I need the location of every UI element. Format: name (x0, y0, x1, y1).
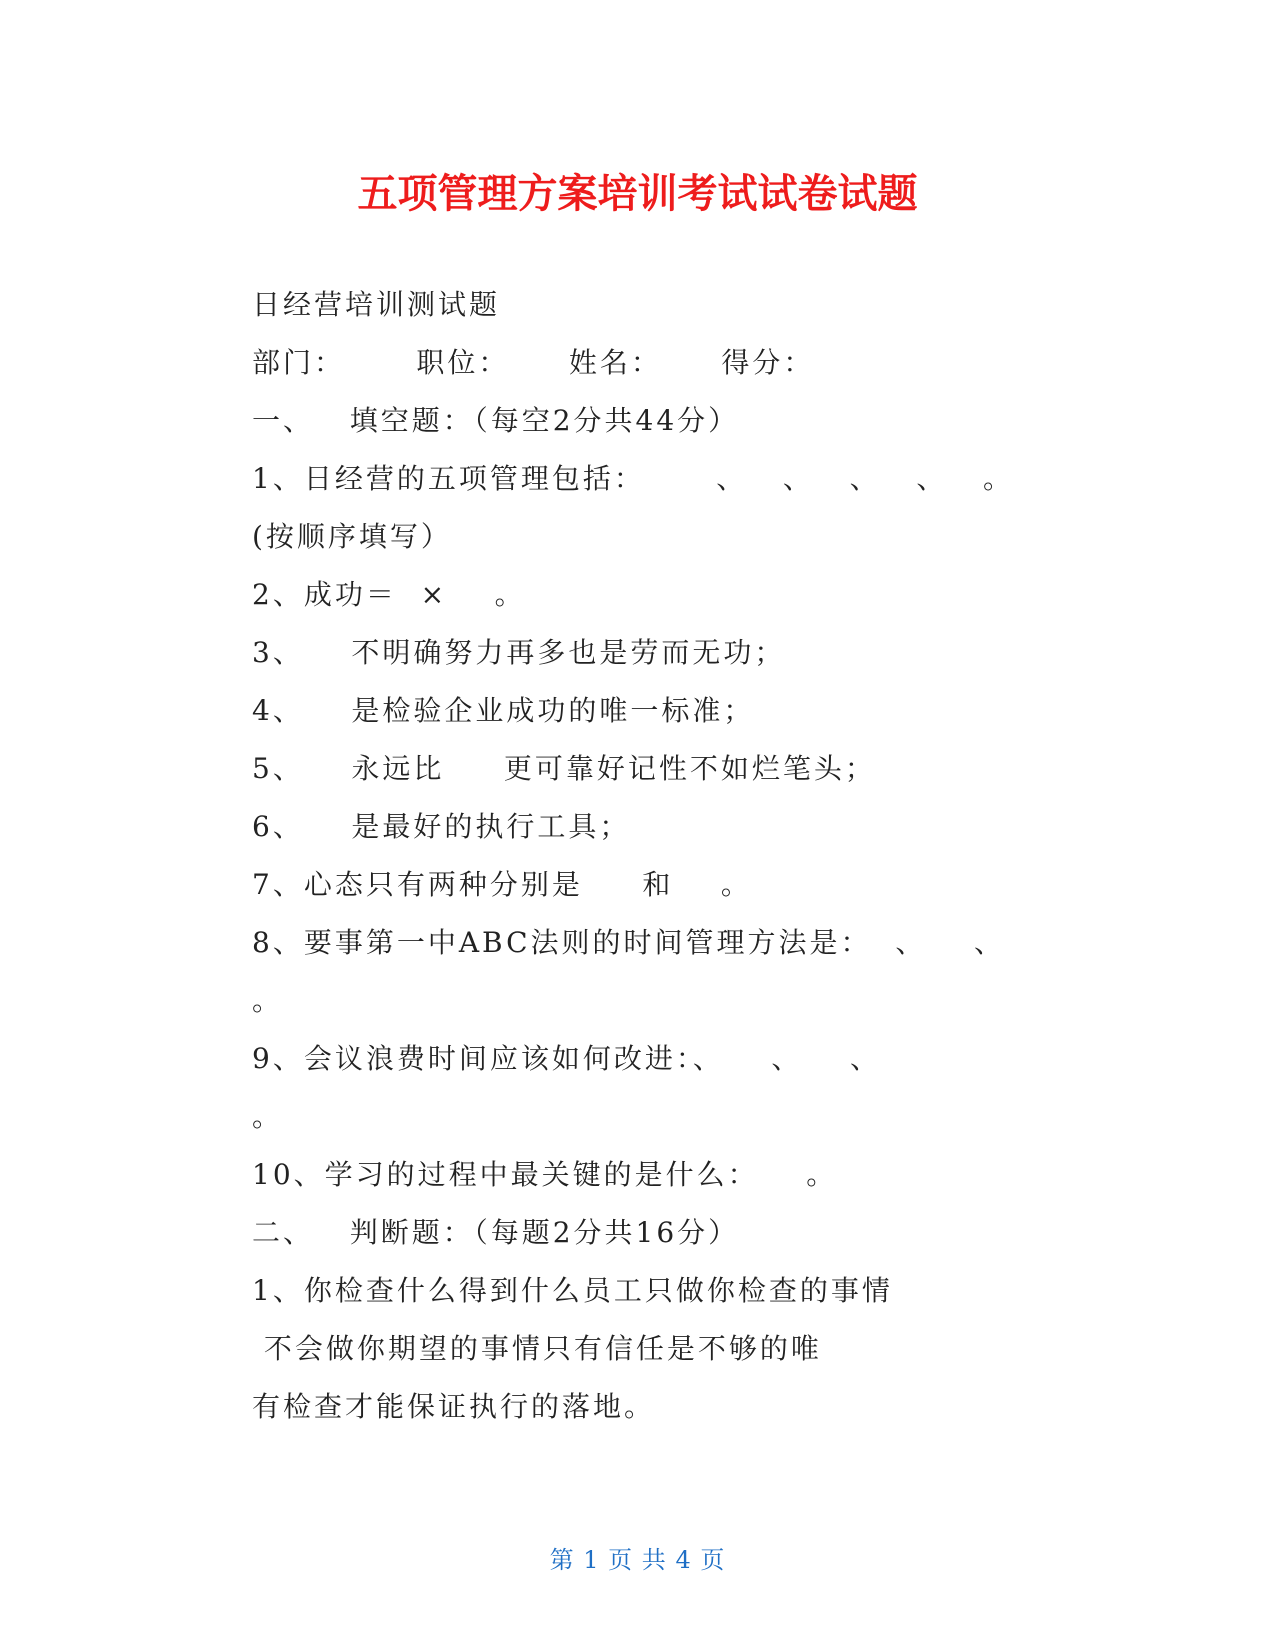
question-line: 7、心态只有两种分别是 和 。 (252, 868, 752, 901)
question-line: 4、 是检验企业成功的唯一标准； (252, 694, 755, 727)
section-heading-fill-in: 一、 填空题：（每空2分共44分） (252, 404, 740, 437)
question-line: 10、学习的过程中最关键的是什么： 。 (252, 1158, 838, 1191)
question-line: 2、成功＝ × 。 (252, 578, 526, 611)
question-line: 9、会议浪费时间应该如何改进：、 、 、 (252, 1042, 882, 1075)
document-title: 五项管理方案培训考试试卷试题 (357, 171, 918, 217)
question-line: 5、 永远比 更可靠好记性不如烂笔头； (252, 752, 876, 785)
subtitle-line: 日经营培训测试题 (252, 288, 501, 321)
question-line: 8、要事第一中ABC法则的时间管理方法是： 、 、 (252, 926, 1005, 959)
question-line: 1、日经营的五项管理包括： 、 、 、 、 。 (252, 462, 1015, 495)
question-line: 6、 是最好的执行工具； (252, 810, 631, 843)
question-line: 不会做你期望的事情只有信任是不够的唯 (252, 1332, 822, 1365)
question-line: 。 (252, 1100, 284, 1133)
section-heading-true-false: 二、 判断题：（每题2分共16分） (252, 1216, 740, 1249)
question-line: 1、你检查什么得到什么员工只做你检查的事情 (252, 1274, 893, 1307)
question-line: 。 (252, 984, 284, 1017)
question-line: 3、 不明确努力再多也是劳而无功； (252, 636, 786, 669)
question-line: (按顺序填写） (252, 520, 452, 553)
question-line: 有检查才能保证执行的落地。 (252, 1390, 656, 1423)
info-fields-line: 部门： 职位： 姓名： 得分： (252, 346, 815, 379)
page-footer: 第 1 页 共 4 页 (549, 1546, 726, 1574)
